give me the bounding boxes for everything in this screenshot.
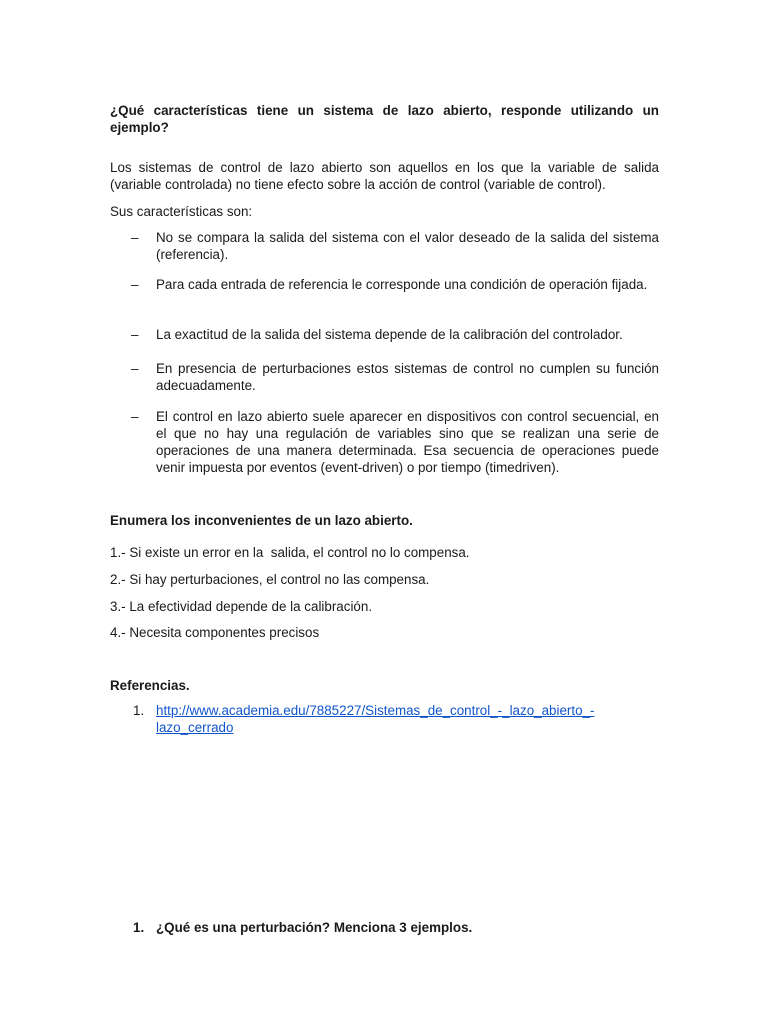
bullet-dash: –	[131, 277, 139, 292]
references-heading: Referencias.	[110, 678, 190, 693]
reference-number: 1.	[133, 703, 145, 718]
question-number: 1.	[133, 920, 145, 935]
characteristic-text: La exactitud de la salida del sistema depende de la calibración del controlador.	[156, 327, 623, 342]
bullet-dash: –	[131, 230, 139, 245]
list-item: 2.- Si hay perturbaciones, el control no las compensa.	[110, 572, 430, 587]
characteristic-text: Para cada entrada de referencia le corresponde una condición de operación fijada.	[156, 277, 648, 292]
characteristic-text: El control en lazo abierto suele aparecer en dispositivos con control secuencial, en el que no hay una regulación de variables sino que se realizan una serie de operaciones de una manera determinada. Esa secuencia de operaciones puede venir impuesta por eventos (event-driven) o por tiempo (timedriven).	[156, 409, 659, 475]
reference-link-line-1: http://www.academia.edu/7885227/Sistemas_de_control_-_lazo_abierto_-	[156, 703, 595, 718]
question-heading-1: ¿Qué características tiene un sistema de lazo abierto, responde utilizando un ejemplo?	[110, 103, 659, 135]
characteristics-intro: Sus características son:	[110, 204, 253, 219]
drawbacks-heading: Enumera los inconvenientes de un lazo abierto.	[110, 513, 413, 528]
characteristic-text: No se compara la salida del sistema con el valor deseado de la salida del sistema (referencia).	[156, 230, 659, 262]
bullet-dash: –	[131, 327, 139, 342]
list-item: 4.- Necesita componentes precisos	[110, 625, 320, 640]
bullet-dash: –	[131, 361, 139, 376]
definition-paragraph: Los sistemas de control de lazo abierto son aquellos en los que la variable de salida (variable controlada) no tiene efecto sobre la acción de control (variable de control).	[110, 160, 659, 192]
list-item: 1.- Si existe un error en la salida, el control no lo compensa.	[110, 545, 470, 560]
question-text: ¿Qué es una perturbación? Menciona 3 ejemplos.	[156, 920, 473, 935]
list-item: 3.- La efectividad depende de la calibración.	[110, 599, 373, 614]
reference-link[interactable]	[156, 702, 636, 736]
characteristic-text: En presencia de perturbaciones estos sistemas de control no cumplen su función adecuadamente.	[156, 361, 659, 393]
reference-link-line-2: lazo_cerrado	[156, 720, 234, 735]
bullet-dash: –	[131, 409, 139, 424]
